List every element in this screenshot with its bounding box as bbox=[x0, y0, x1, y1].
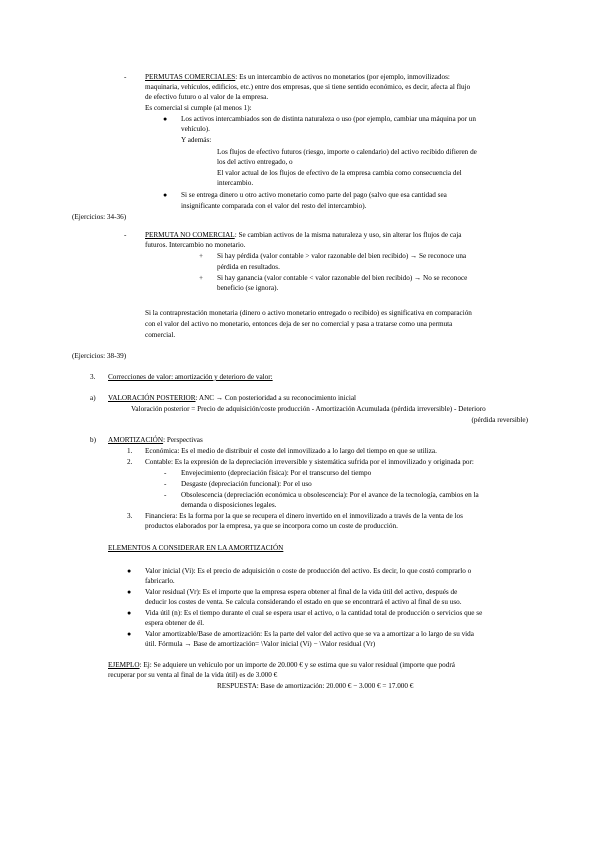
text-line: Es comercial si cumple (al menos 1): bbox=[145, 104, 252, 112]
text-line: Valor inicial (Vi): Es el precio de adquisición o coste de producción del activo. Es decir, lo que costó comprarlo o bbox=[145, 567, 472, 575]
text-line: maquinaria, vehículos, edificios, etc.) entre dos empresas, que si tiene sentido económico, es decir, afecta al flujo bbox=[145, 83, 471, 91]
section-number: 3. bbox=[90, 373, 96, 381]
text-line: espera obtener de él. bbox=[145, 619, 205, 627]
text-line: Vida útil (n): Es el tiempo durante el cual se espera usar el activo, o la cantidad total de producción o servicios que se bbox=[145, 609, 483, 617]
text-line: recuperar por su venta al final de la vida útil) es de 3.000 € bbox=[108, 671, 278, 679]
text-line: productos elaborados por la empresa, ya que se incorpora como un coste de producción. bbox=[145, 522, 398, 530]
section-letter: b) bbox=[90, 436, 96, 444]
text-line: Si hay ganancia (valor contable < valor razonable del bien recibido) → No se reconoce bbox=[217, 274, 468, 282]
ejemplo-text: : Ej: Se adquiere un vehículo por un importe de 20.000 € y se estima que su valor residual (importe que podrá bbox=[139, 661, 455, 669]
section-3-title: Correcciones de valor: amortización y deterioro de valor: bbox=[108, 373, 273, 381]
bullet-icon: ● bbox=[163, 191, 168, 199]
list-number: 2. bbox=[127, 458, 133, 466]
dash-marker: - bbox=[164, 491, 167, 499]
valoracion-posterior-heading: VALORACIÓN POSTERIOR bbox=[108, 394, 196, 402]
ejercicios-note: (Ejercicios: 38-39) bbox=[72, 352, 127, 360]
ejemplo-label: EJEMPLO bbox=[108, 661, 140, 669]
permuta-no-comercial-rest: : Se cambian activos de la misma naturaleza y uso, sin alterar los flujos de caja bbox=[234, 231, 462, 239]
text-line: Si se entrega dinero u otro activo monetario como parte del pago (salvo que esa cantidad sea bbox=[181, 191, 447, 199]
ejercicios-note: (Ejercicios: 34-36) bbox=[72, 213, 127, 221]
permuta-no-comercial-heading: PERMUTA NO COMERCIAL bbox=[145, 231, 235, 239]
permutas-comerciales-rest: : Es un intercambio de activos no monetarios (por ejemplo, inmovilizados: bbox=[235, 73, 450, 81]
text-line: Valor amortizable/Base de amortización: Es la parte del valor del activo que se va a amortizar a lo largo de su vida bbox=[145, 630, 474, 638]
text-line: Si la contraprestación monetaria (dinero o activo monetario entregado o recibido) es significativa en comparación bbox=[145, 309, 472, 317]
text-line: útil. Fórmula → Base de amortización= \Valor inicial (Vi) − \Valor residual (Vr) bbox=[145, 640, 376, 648]
plus-marker-icon: + bbox=[199, 274, 204, 282]
section-b-line bbox=[108, 436, 203, 445]
elementos-heading: ELEMENTOS A CONSIDERAR EN LA AMORTIZACIÓN bbox=[108, 544, 284, 552]
formula-line: Valoración posterior = Precio de adquisición/coste producción - Amortización Acumulada (pérdida irreversible) - Deterioro bbox=[131, 405, 486, 413]
plus-marker-icon: + bbox=[199, 252, 204, 260]
text-line: de efectivo futuro o al valor de la empresa. bbox=[145, 93, 269, 101]
list-number: 1. bbox=[127, 447, 133, 455]
text-line: Valor residual (Vr): Es el importe que la empresa espera obtener al final de la vida útil del activo, después de bbox=[145, 588, 458, 596]
text-line: Económica: Es el medio de distribuir el coste del inmovilizado a lo largo del tiempo en que se utiliza. bbox=[145, 447, 437, 455]
text-line: Envejecimiento (depreciación física): Por el transcurso del tiempo bbox=[181, 469, 372, 477]
bullet-icon: ● bbox=[127, 588, 132, 596]
text-line: vehículo). bbox=[181, 125, 210, 133]
text-line: fabricarlo. bbox=[145, 577, 175, 585]
permutas-comerciales-heading: PERMUTAS COMERCIALES bbox=[145, 73, 236, 81]
text-line: beneficio (se ignora). bbox=[217, 284, 279, 292]
text-line: insignificante comparada con el valor del resto del intercambio). bbox=[181, 202, 367, 210]
dash-marker: - bbox=[164, 480, 167, 488]
text-line: Y además: bbox=[181, 136, 212, 144]
dash-marker: - bbox=[124, 73, 127, 81]
text-line: futuros. Intercambio no monetario. bbox=[145, 241, 246, 249]
text-line: demanda o disposiciones legales. bbox=[181, 501, 277, 509]
permuta-no-comercial-line1 bbox=[145, 231, 461, 240]
text-line: Desgaste (depreciación funcional): Por el uso bbox=[181, 480, 312, 488]
ejemplo-line bbox=[108, 661, 455, 670]
text-line: Obsolescencia (depreciación económica u obsolescencia): Por el avance de la tecnología, cambios en la bbox=[181, 491, 479, 499]
bullet-icon: ● bbox=[127, 609, 132, 617]
text-line: con el valor del activo no monetario, entonces deja de ser no comercial y pasa a tratarse como una permuta bbox=[145, 320, 453, 328]
text-line: El valor actual de los flujos de efectivo de la empresa cambia como consecuencia del bbox=[217, 169, 462, 177]
section-a-line bbox=[108, 394, 356, 403]
text-line: intercambio. bbox=[217, 179, 254, 187]
text-line: Si hay pérdida (valor contable > valor razonable del bien recibido) → Se reconoce una bbox=[217, 252, 467, 260]
section-letter: a) bbox=[90, 394, 96, 402]
section-a-rest: : ANC → Con posterioridad a su reconocimiento inicial bbox=[195, 394, 357, 402]
text-line: Los activos intercambiados son de distinta naturaleza o uso (por ejemplo, cambiar una máquina por un bbox=[181, 115, 476, 123]
text-line: comercial. bbox=[145, 331, 176, 339]
respuesta-line: RESPUESTA: Base de amortización: 20.000 € − 3.000 € = 17.000 € bbox=[217, 682, 414, 690]
dash-marker: - bbox=[124, 231, 127, 239]
amortizacion-heading: AMORTIZACIÓN bbox=[108, 436, 164, 444]
text-line: Financiera: Es la forma por la que se recupera el dinero invertido en el inmovilizado a través de la venta de los bbox=[145, 512, 463, 520]
text-line: pérdida en resultados. bbox=[217, 263, 280, 271]
text-line: Contable: Es la expresión de la depreciación irreversible y sistemática sufrida por el inmovilizado y originada por: bbox=[145, 458, 474, 466]
permutas-comerciales-line1 bbox=[145, 73, 450, 82]
list-number: 3. bbox=[127, 512, 133, 520]
bullet-icon: ● bbox=[127, 630, 132, 638]
dash-marker: - bbox=[164, 469, 167, 477]
bullet-icon: ● bbox=[163, 115, 168, 123]
section-b-rest: : Perspectivas bbox=[163, 436, 203, 444]
text-line: los del activo entregado, o bbox=[217, 158, 293, 166]
formula-line: (pérdida reversible) bbox=[471, 416, 528, 424]
text-line: Los flujos de efectivo futuros (riesgo, importe o calendario) del activo recibido difieren de bbox=[217, 148, 477, 156]
bullet-icon: ● bbox=[127, 567, 132, 575]
text-line: deducir los costes de venta. Se calcula considerando el estado en que se encontrará el activo al final de su uso. bbox=[145, 598, 462, 606]
